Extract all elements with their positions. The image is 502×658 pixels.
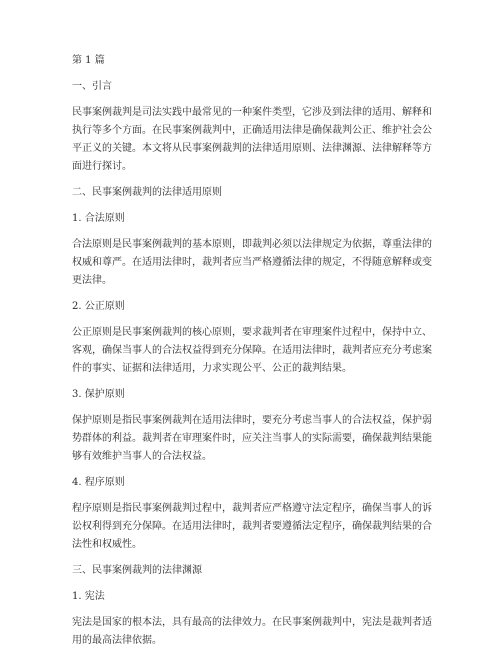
paragraph-line: 够有效维护当事人的合法权益。 [72,451,212,462]
article-number: 第 1 篇 [72,55,105,66]
paragraph-line: 民事案例裁判是司法实践中最常见的一种案件类型，它涉及到法律的适用、解释和 [72,107,432,118]
paragraph-line: 讼权利得到充分保障。在适用法律时，裁判者要遵循法定程序，确保裁判结果的合 [72,521,432,532]
paragraph-fairness [72,324,432,378]
subheading-constitution: 1. 宪法 [72,591,105,602]
document-page [72,52,432,658]
paragraph-line: 势群体的利益。裁判者在审理案件时，应关注当事人的实际需要，确保裁判结果能 [72,433,432,444]
subheading-procedure: 4. 程序原则 [72,477,125,488]
paragraph-line: 执行等多个方面。在民事案例裁判中，正确适用法律是确保裁判公正、维护社会公 [72,125,432,136]
paragraph-legality [72,236,432,290]
paragraph-line: 公正原则是民事案例裁判的核心原则，要求裁判者在审理案件过程中，保持中立、 [72,327,432,338]
paragraph-line: 合法原则是民事案例裁判的基本原则，即裁判必须以法律规定为依据，尊重法律的 [72,239,432,250]
paragraph-line: 宪法是国家的根本法，具有最高的法律效力。在民事案例裁判中，宪法是裁判者适 [72,617,432,628]
section-heading-principles: 二、民事案例裁判的法律适用原则 [72,187,222,198]
subheading-protection: 3. 保护原则 [72,389,125,400]
paragraph-line: 平正义的关键。本文将从民事案例裁判的法律适用原则、法律渊源、法律解释等方 [72,143,432,154]
section-heading-sources: 三、民事案例裁判的法律渊源 [72,565,202,576]
paragraph-procedure [72,500,432,554]
paragraph-line: 更法律。 [72,275,112,286]
paragraph-line: 客观，确保当事人的合法权益得到充分保障。在适用法律时，裁判者应充分考虑案 [72,345,432,356]
section-heading-introduction: 一、引言 [72,81,112,92]
paragraph-line: 程序原则是指民事案例裁判过程中，裁判者应严格遵守法定程序，确保当事人的诉 [72,503,432,514]
subheading-fairness: 2. 公正原则 [72,301,125,312]
paragraph-introduction [72,104,432,176]
paragraph-line: 件的事实、证据和法律适用，力求实现公平、公正的裁判结果。 [72,363,352,374]
paragraph-line: 保护原则是指民事案例裁判在适用法律时，要充分考虑当事人的合法权益，保护弱 [72,415,432,426]
paragraph-line: 用的最高法律依据。 [72,635,162,646]
paragraph-line: 面进行探讨。 [72,161,132,172]
paragraph-line: 权威和尊严。在适用法律时，裁判者应当严格遵循法律的规定，不得随意解释或变 [72,257,432,268]
paragraph-line: 法性和权威性。 [72,539,142,550]
paragraph-protection [72,412,432,466]
subheading-legality: 1. 合法原则 [72,213,125,224]
paragraph-constitution [72,614,432,650]
